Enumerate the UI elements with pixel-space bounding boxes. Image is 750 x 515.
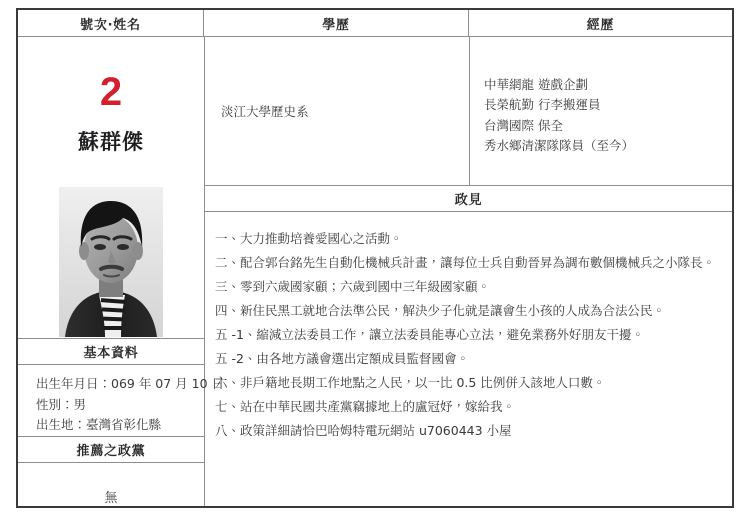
experience-item: 中華網龍 遊戲企劃 — [484, 77, 588, 92]
policies-heading: 政見 — [205, 185, 732, 212]
party-body — [18, 463, 204, 506]
education-experience-row — [205, 37, 732, 185]
candidate-number: 2 — [99, 69, 123, 114]
header-experience-column: 經歷 — [469, 10, 732, 37]
basic-info-birthplace: 出生地：臺灣省彰化縣 — [36, 417, 162, 433]
policy-item: 三、零到六歲國家顧；六歲到國中三年級國家顧。 — [215, 279, 491, 294]
candidate-name: 蘇群傑 — [77, 129, 145, 154]
policies-body — [205, 212, 732, 506]
table-body-row — [18, 37, 732, 506]
candidate-photo-block — [18, 187, 204, 339]
experience-cell — [470, 37, 732, 185]
basic-info-heading: 基本資料 — [18, 338, 204, 365]
education-text: 淡江大學歷史系 — [221, 104, 309, 119]
party-heading: 推薦之政黨 — [18, 436, 204, 463]
candidate-info-column — [18, 37, 225, 506]
header-name-column: 號次·姓名 — [18, 10, 204, 37]
table-header-row — [18, 10, 732, 37]
header-education-column: 學歷 — [204, 10, 469, 37]
policy-item: 五 -1、縮減立法委員工作，讓立法委員能專心立法，避免業務外好朋友干擾。 — [215, 327, 644, 342]
candidate-identity-block — [18, 37, 204, 187]
candidate-photo — [59, 187, 163, 337]
education-cell — [205, 37, 470, 185]
policy-item: 一、大力推動培養愛國心之活動。 — [215, 231, 403, 246]
record-column — [205, 37, 732, 506]
policy-item: 七、站在中華民國共產黨竊據地上的盧冠妤，嫁給我。 — [215, 399, 516, 414]
candidate-bulletin-table — [16, 8, 734, 508]
experience-item: 長榮航勤 行李搬運員 — [484, 97, 601, 113]
experience-item: 秀水鄉清潔隊隊員（至今） — [484, 137, 635, 153]
policy-item: 二、配合郭台銘先生自動化機械兵計畫，讓每位士兵自動晉昇為調布數個機械兵之小隊長。 — [215, 255, 716, 270]
experience-item: 台灣國際 保全 — [484, 117, 563, 133]
policy-item: 五 -2、由各地方議會選出定額成員監督國會。 — [215, 351, 469, 366]
basic-info-birthdate: 出生年月日：069 年 07 月 10 日 — [36, 376, 225, 392]
policy-item: 八、政策詳細請恰巴哈姆特電玩網站 u7060443 小屋 — [215, 423, 512, 438]
policy-item: 六、非戶籍地長期工作地點之人民，以一比 0.5 比例併入該地人口數。 — [215, 375, 606, 390]
basic-info-body — [18, 365, 225, 436]
party-value: 無 — [104, 491, 118, 506]
policy-item: 四、新住民黑工就地合法準公民，解決少子化就是讓會生小孩的人成為合法公民。 — [215, 303, 666, 318]
basic-info-gender: 性別：男 — [36, 396, 87, 412]
